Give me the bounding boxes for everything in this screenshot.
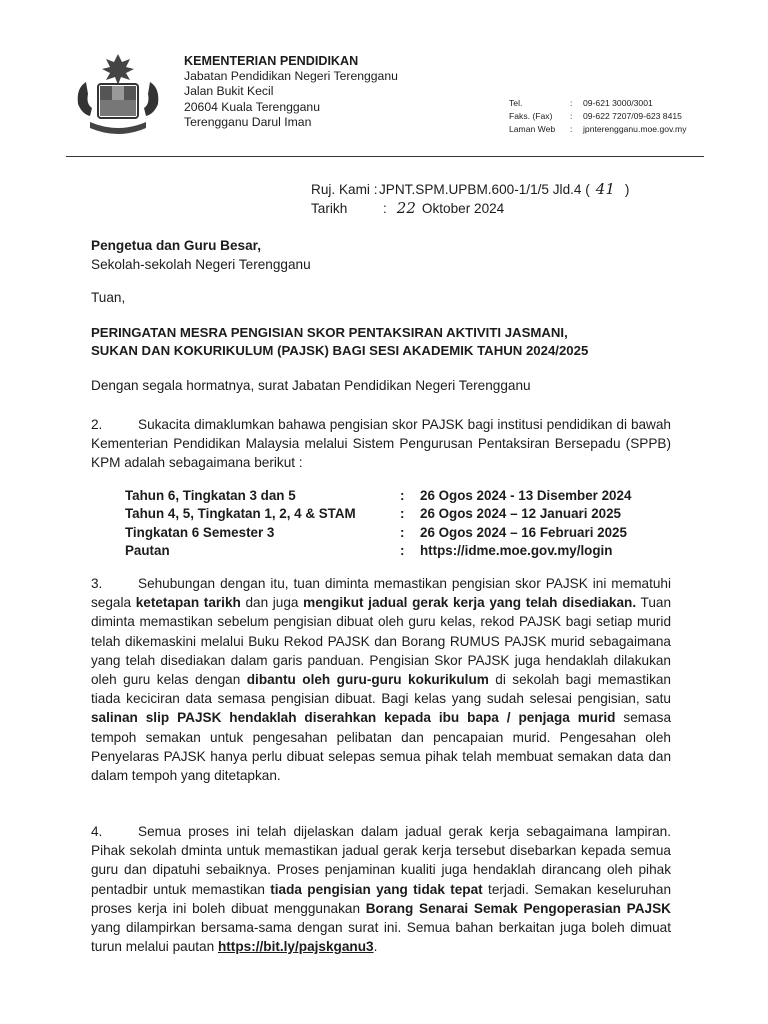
paragraph-2: 2. Sukacita dimaklumkan bahawa pengisian skor PAJSK bagi institusi pendidikan di bawah Kementerian Pendidikan Malaysia melalui Sistem Pengurusan Pentaksiran Bersepadu (SPPB) KPM adalah sebagaimana berikut : (91, 417, 671, 471)
contact-row: Laman Web : jpnterengganu.moe.gov.my (509, 124, 687, 134)
subject-title: PERINGATAN MESRA PENGISIAN SKOR PENTAKSIRAN AKTIVITI JASMANI, SUKAN DAN KOKURIKULUM (PAJSK) BAGI SESI AKADEMIK TAHUN 2024/2025 (91, 325, 589, 358)
address-line: Terengganu Darul Iman (184, 114, 312, 129)
paragraph-4: 4. Semua proses ini telah dijelaskan dalam jadual gerak kerja sebagaimana lampiran. Pihak sekolah dminta untuk memastikan jadual gerak kerja tersebut disebarkan kepada semua guru dan dipatuhi sebaiknya. Proses penjaminan kualiti juga hendaklah dirancang oleh pihak pentadbir untuk memastikan tiada pengisian yang tidak tepat terjadi. Semakan keseluruhan proses kerja ini boleh dibuat menggunakan Borang Senarai Semak Pengoperasian PAJSK yang dilampirkan bersama-sama dengan surat ini. Semua bahan berkaitan juga boleh dimuat turun melalui pautan https://bit.ly/pajskganu3. (91, 824, 672, 955)
contact-row: Tel. : 09-621 3000/3001 (509, 98, 653, 108)
intro-line: Dengan segala hormatnya, surat Jabatan Pendidikan Negeri Terengganu (91, 378, 531, 393)
schedule-row: Pautan : https://idme.moe.gov.my/login (125, 542, 631, 560)
handwritten-day: 22 (396, 199, 416, 217)
header-divider (66, 156, 704, 157)
schedule-row: Tahun 4, 5, Tingkatan 1, 2, 4 & STAM : 26 Ogos 2024 – 12 Januari 2025 (125, 506, 621, 522)
salutation: Tuan, (91, 290, 126, 305)
reference-block (311, 180, 629, 218)
address-line: Jabatan Pendidikan Negeri Terengganu (184, 69, 398, 84)
contact-block (509, 97, 687, 136)
bitly-link[interactable]: https://bit.ly/pajskganu3 (217, 939, 374, 955)
address-line: 20604 Kuala Terengganu (184, 99, 320, 114)
schedule-row: Tingkatan 6 Semester 3 : 26 Ogos 2024 – 16 Februari 2025 (125, 524, 627, 540)
malaysia-crest-logo (68, 52, 168, 136)
handwritten-number: 41 (595, 180, 615, 198)
schedule-list (125, 487, 631, 561)
recipient-title: Pengetua dan Guru Besar, (91, 238, 261, 253)
reference-number: Ruj. Kami : JPNT.SPM.UPBM.600-1/1/5 Jld.4 ( 41 ) (311, 180, 630, 198)
recipient-org: Sekolah-sekolah Negeri Terengganu (91, 257, 311, 272)
paragraph-3: 3. Sehubungan dengan itu, tuan diminta memastikan pengisian skor PAJSK ini mematuhi segala ketetapan tarikh dan juga mengikut jadual gerak kerja yang telah disediakan. Tuan diminta memastikan sebelum pengisian dibuat oleh guru kelas, rekod PAJSK bagi setiap murid telah dikemaskini melalui Buku Rekod PAJSK dan Borang RUMUS PAJSK murid sebagaimana yang telah disediakan dalam garis panduan. Pengisian Skor PAJSK juga hendaklah dilakukan oleh guru kelas dengan dibantu oleh guru-guru kokurikulum di sekolah bagi memastikan tiada keciciran data semasa pengisian dibuat. Bagi kelas yang sudah selesai pengisian, satu salinan slip PAJSK hendaklah diserahkan kepada ibu bapa / penjaga murid semasa tempoh semakan untuk pengesahan pelibatan dan pencapaian murid. Pengesahan oleh Penyelaras PAJSK hanya perlu dibuat selepas semua pihak telah membuat semakan data dan dalam tempoh yang ditetapkan. (91, 576, 672, 784)
address-line: Jalan Bukit Kecil (184, 84, 274, 99)
login-link[interactable]: https://idme.moe.gov.my/login (420, 543, 613, 559)
schedule-row: Tahun 6, Tingkatan 3 dan 5 : 26 Ogos 2024 - 13 Disember 2024 (125, 488, 632, 503)
letterhead (184, 54, 398, 130)
recipient-block (91, 236, 311, 274)
contact-row: Faks. (Fax) : 09-622 7207/09-623 8415 (509, 111, 682, 121)
org-name: KEMENTERIAN PENDIDIKAN (184, 54, 359, 68)
reference-date: Tarikh : 22 Oktober 2024 (311, 199, 505, 217)
